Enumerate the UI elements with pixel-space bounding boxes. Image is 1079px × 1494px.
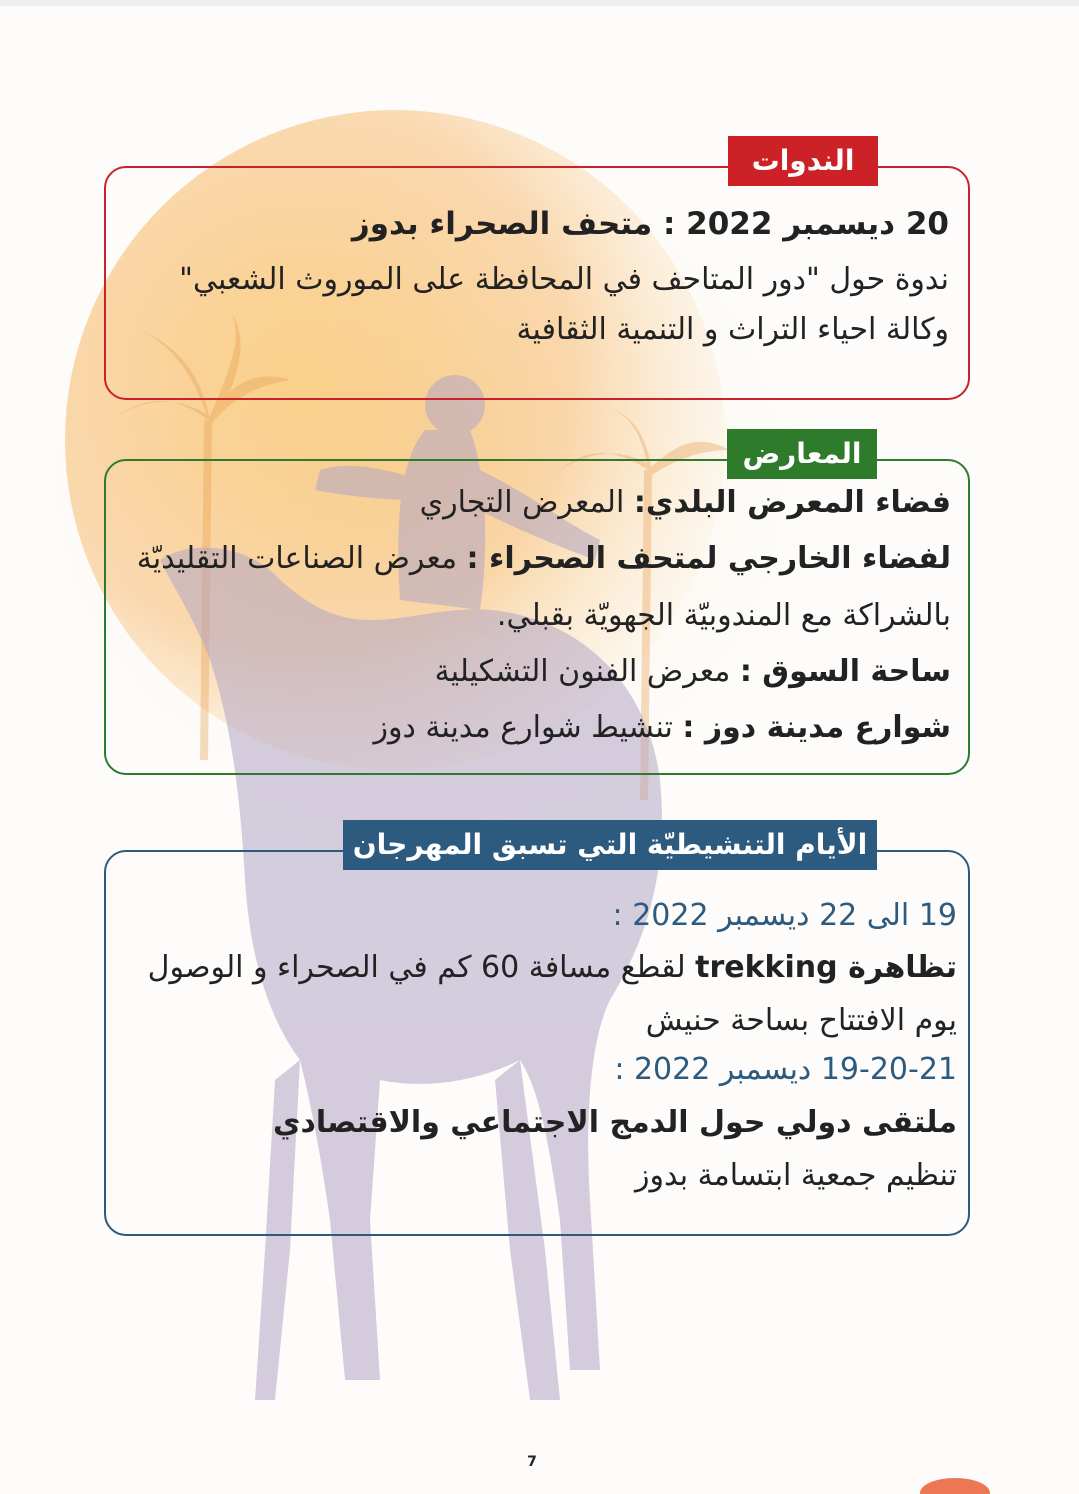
exhibition-item <box>497 598 951 633</box>
event-title <box>148 950 957 985</box>
exhibition-location: لفضاء الخارجي لمتحف الصحراء : <box>466 541 951 576</box>
exhibition-title: تنشيط شوارع مدينة دوز <box>373 710 683 745</box>
event-date: 19 الى 22 ديسمبر 2022 : <box>612 898 957 933</box>
exhibition-item <box>374 710 951 745</box>
exhibition-location: فضاء المعرض البلدي: <box>633 485 951 520</box>
exhibition-title: معرض الفنون التشكيلية <box>434 654 740 689</box>
seminar-organizer: وكالة احياء التراث و التنمية الثقافية <box>516 312 949 347</box>
exhibition-location: ساحة السوق : <box>739 654 951 689</box>
seminar-date: 20 ديسمبر 2022 : متحف الصحراء بدوز <box>351 206 949 242</box>
event-description: لقطع مسافة 60 كم في الصحراء و الوصول <box>147 950 696 985</box>
exhibition-title: المعرض التجاري <box>419 485 634 520</box>
event-title: ملتقى دولي حول الدمج الاجتماعي والاقتصادي <box>272 1105 957 1140</box>
seminar-description: ندوة حول "دور المتاحف في المحافظة على الموروث الشعبي" <box>179 262 949 297</box>
exhibition-location: شوارع مدينة دوز : <box>682 710 951 745</box>
event-keyword: trekking <box>695 950 838 985</box>
exhibition-title: بالشراكة مع المندوبيّة الجهويّة بقبلي. <box>496 598 951 633</box>
seminars-tag: الندوات <box>728 136 878 186</box>
exhibition-item <box>435 654 951 689</box>
event-description-line: يوم الافتتاح بساحة حنيش <box>645 1003 957 1038</box>
pre-festival-tag: الأيام التنشيطيّة التي تسبق المهرجان <box>343 820 877 870</box>
exhibition-item <box>420 485 951 520</box>
exhibition-title: معرض الصناعات التقليديّة <box>136 541 467 576</box>
exhibitions-tag: المعارض <box>727 429 877 479</box>
event-label: تظاهرة <box>837 950 957 985</box>
exhibition-item <box>137 541 951 576</box>
event-date: 19-20-21 ديسمبر 2022 : <box>614 1052 957 1087</box>
event-organizer: تنظيم جمعية ابتسامة بدوز <box>634 1158 957 1193</box>
page-number: 7 <box>527 1454 537 1470</box>
